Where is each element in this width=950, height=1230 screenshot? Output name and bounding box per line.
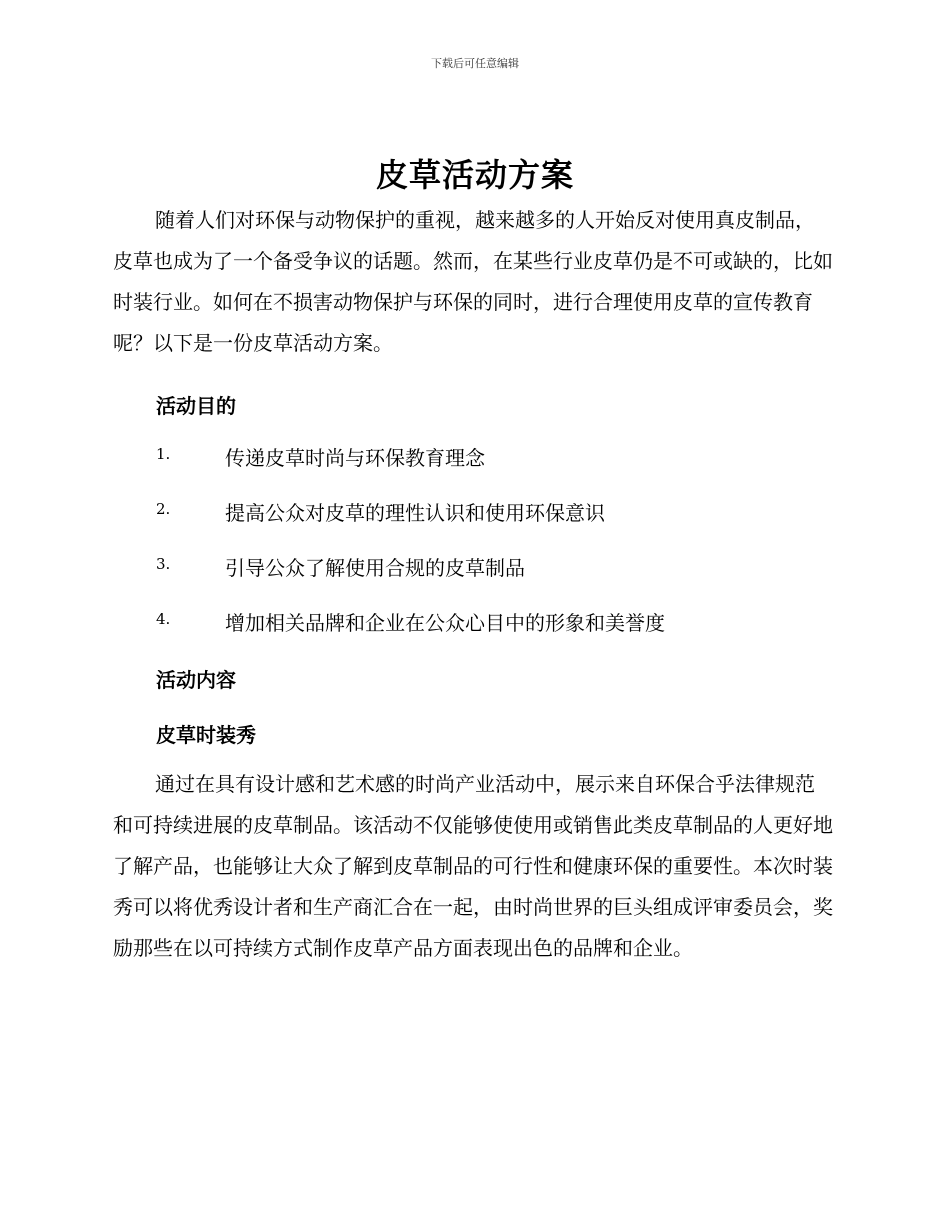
list-text: 传递皮草时尚与环保教育理念 <box>225 446 485 470</box>
document-title: 皮草活动方案 <box>375 156 574 194</box>
list-item <box>156 607 836 637</box>
list-item <box>156 497 836 527</box>
section-heading-content: 活动内容 <box>156 668 236 692</box>
list-item <box>156 442 836 472</box>
list-number: 1. <box>156 445 171 463</box>
list-number: 4. <box>156 610 171 628</box>
list-number: 3. <box>156 555 171 573</box>
subsection-heading-fashion-show: 皮草时装秀 <box>156 723 256 747</box>
list-text: 提高公众对皮草的理性认识和使用环保意识 <box>225 501 605 525</box>
list-text: 引导公众了解使用合规的皮草制品 <box>225 556 525 580</box>
intro-paragraph: 随着人们对环保与动物保护的重视，越来越多的人开始反对使用真皮制品，皮草也成为了一个备受争议的话题。然而，在某些行业皮草仍是不可或缺的，比如时装行业。如何在不损害动物保护与环保的同时，进行合理使用皮草的宣传教育呢？以下是一份皮草活动方案。 <box>113 208 833 355</box>
header-note: 下载后可任意编辑 <box>431 57 519 70</box>
content-paragraph: 通过在具有设计感和艺术感的时尚产业活动中，展示来自环保合乎法律规范和可持续进展的皮草制品。该活动不仅能够使使用或销售此类皮草制品的人更好地了解产品，也能够让大众了解到皮草制品的可行性和健康环保的重要性。本次时装秀可以将优秀设计者和生产商汇合在一起，由时尚世界的巨头组成评审委员会，奖励那些在以可持续方式制作皮草产品方面表现出色的品牌和企业。 <box>113 772 833 960</box>
list-number: 2. <box>156 500 171 518</box>
list-item <box>156 552 836 582</box>
list-text: 增加相关品牌和企业在公众心目中的形象和美誉度 <box>225 611 665 635</box>
section-heading-goal: 活动目的 <box>156 394 236 418</box>
